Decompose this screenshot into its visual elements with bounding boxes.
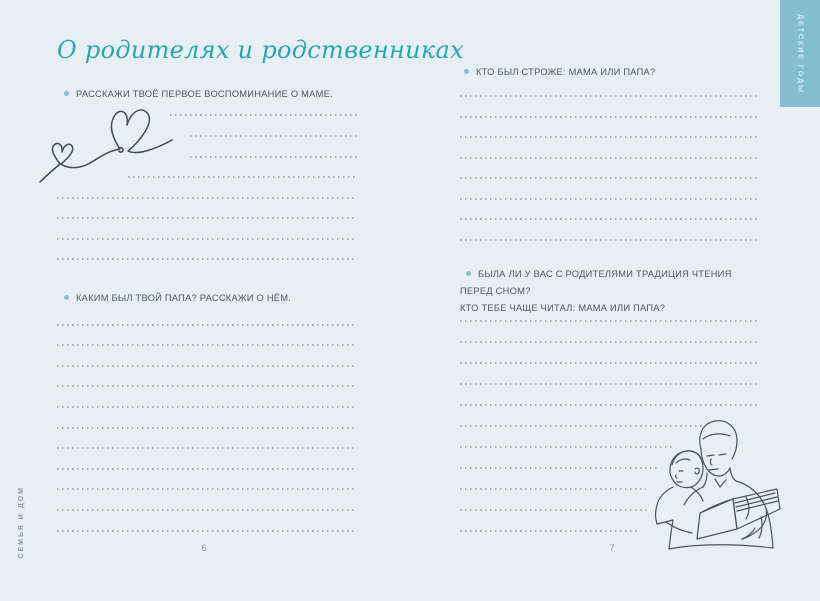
spread-title: О родителях и родственниках (57, 36, 464, 64)
answer-dotted-line (460, 362, 758, 364)
bullet-icon (64, 91, 69, 96)
answer-dotted-line (460, 446, 672, 448)
answer-dotted-line (460, 239, 758, 241)
answer-dotted-line (460, 218, 758, 220)
answer-dotted-line (460, 509, 648, 511)
section-label-family-and-home (13, 466, 29, 578)
answer-dotted-line (460, 404, 758, 406)
question-text-line-2: КТО ТЕБЕ ЧАЩЕ ЧИТАЛ: МАМА ИЛИ ПАПА? (460, 303, 666, 313)
answer-dotted-line (57, 258, 357, 260)
answer-dotted-line (57, 427, 357, 429)
answer-dotted-line (57, 324, 357, 326)
answer-dotted-line (190, 156, 357, 158)
chapter-tab-label: ДЕТСКИЕ ГОДЫ (796, 13, 804, 94)
answer-dotted-line (57, 238, 357, 240)
bullet-icon (64, 295, 69, 300)
question-text-line-1: БЫЛА ЛИ У ВАС С РОДИТЕЛЯМИ ТРАДИЦИЯ ЧТЕНИЯ ПЕРЕД СНОМ? (460, 269, 732, 296)
question-right-2 (460, 266, 765, 317)
section-label-text: СЕМЬЯ И ДОМ (17, 485, 25, 559)
question-left-2 (64, 290, 374, 307)
answer-dotted-line (460, 383, 758, 385)
answer-dotted-line (57, 344, 357, 346)
answer-dotted-line (57, 468, 357, 470)
answer-dotted-line (57, 530, 357, 532)
answer-dotted-line (57, 365, 357, 367)
page-number-right: 7 (609, 543, 615, 553)
question-text: КТО БЫЛ СТРОЖЕ: МАМА ИЛИ ПАПА? (476, 67, 656, 77)
answer-dotted-line (57, 406, 357, 408)
chapter-tab-childhood-years (780, 0, 820, 107)
answer-dotted-line (57, 488, 357, 490)
answer-dotted-line (460, 136, 758, 138)
answer-dotted-line (460, 198, 758, 200)
answer-dotted-line (460, 116, 758, 118)
answer-dotted-line (460, 320, 758, 322)
answer-dotted-line (460, 177, 758, 179)
answer-dotted-line (190, 135, 357, 137)
bullet-icon (466, 271, 471, 276)
answer-dotted-line (57, 217, 357, 219)
question-text: РАССКАЖИ ТВОЁ ПЕРВОЕ ВОСПОМИНАНИЕ О МАМЕ. (76, 89, 333, 99)
bullet-icon (464, 69, 469, 74)
answer-dotted-line (128, 176, 357, 178)
answer-dotted-line (57, 509, 357, 511)
question-right-1 (464, 64, 774, 81)
answer-dotted-line (460, 530, 640, 532)
answer-dotted-line (460, 95, 758, 97)
answer-dotted-line (460, 341, 758, 343)
father-child-reading-icon (645, 415, 788, 555)
answer-dotted-line (460, 425, 702, 427)
answer-dotted-line (460, 488, 646, 490)
answer-dotted-line (460, 157, 758, 159)
answer-dotted-line (170, 114, 357, 116)
page-number-left: 6 (201, 543, 207, 553)
answer-dotted-line (57, 447, 357, 449)
answer-dotted-line (57, 197, 357, 199)
question-text: КАКИМ БЫЛ ТВОЙ ПАПА? РАССКАЖИ О НЁМ. (76, 293, 292, 303)
answer-dotted-line (460, 467, 660, 469)
answer-dotted-line (57, 385, 357, 387)
